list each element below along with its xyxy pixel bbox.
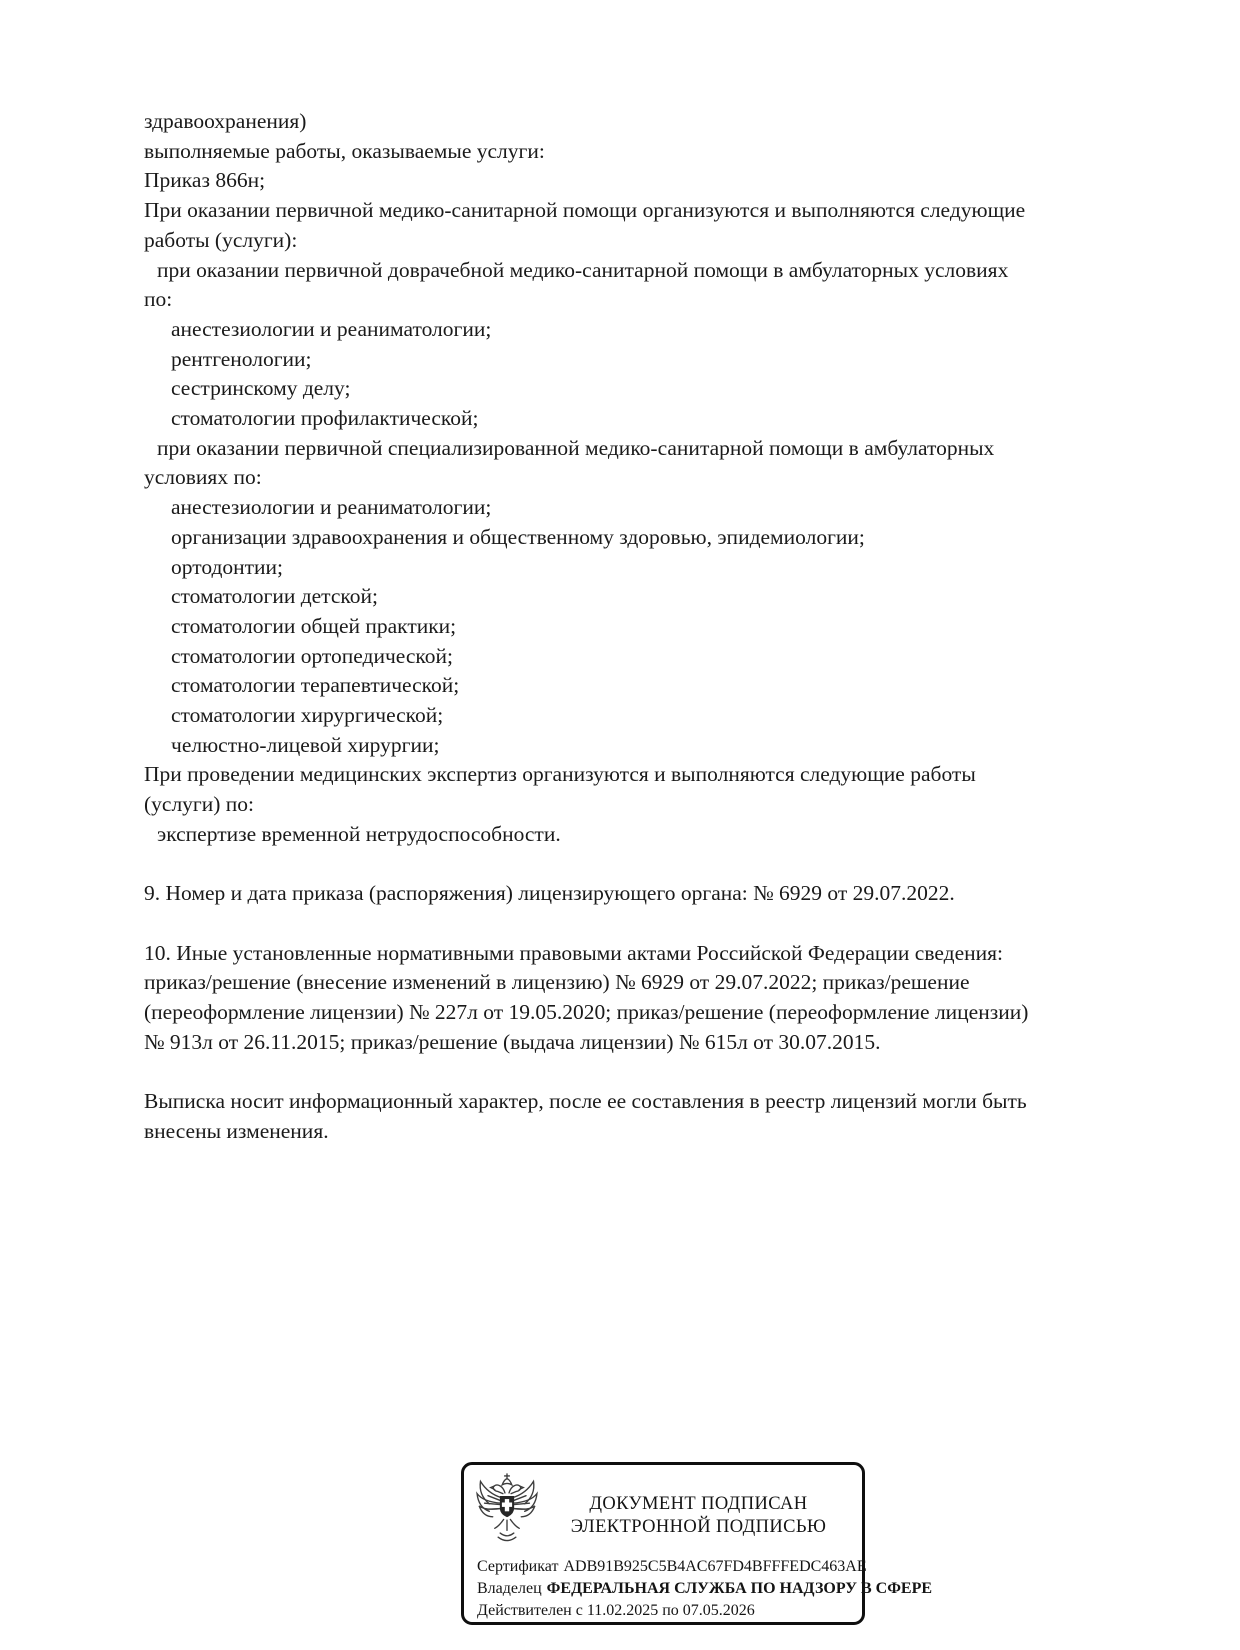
text-line: Выписка носит информационный характер, после ее составления в реестр лицензий могли быть <box>144 1089 1027 1114</box>
section-item-9 <box>144 879 1154 909</box>
text-line: При проведении медицинских экспертиз организуются и выполняются следующие работы <box>144 762 976 787</box>
signature-stamp-header <box>464 1465 862 1555</box>
text-line: № 913л от 26.11.2015; приказ/решение (выдача лицензии) № 615л от 30.07.2015. <box>144 1029 881 1054</box>
owner-line <box>477 1578 933 1600</box>
owner-label: Владелец <box>477 1580 542 1597</box>
document-body <box>144 107 1154 1147</box>
text-line: условиях по: <box>144 465 262 490</box>
text-line: стоматологии профилактической; <box>171 406 479 431</box>
certificate-label: Сертификат <box>477 1558 559 1575</box>
text-line: выполняемые работы, оказываемые услуги: <box>144 138 545 163</box>
text-line: рентгенологии; <box>171 346 312 371</box>
roszdravnadzor-eagle-icon <box>473 1473 541 1551</box>
text-line: по: <box>144 287 173 312</box>
text-line: стоматологии детской; <box>171 584 378 609</box>
owner-value: ФЕДЕРАЛЬНАЯ СЛУЖБА ПО НАДЗОРУ В С <box>546 1580 888 1597</box>
signature-stamp-title <box>541 1485 856 1539</box>
text-line: стоматологии ортопедической; <box>171 643 454 668</box>
validity-line: Действителен с 11.02.2025 по 07.05.2026 <box>477 1602 755 1619</box>
text-line: стоматологии терапевтической; <box>171 673 460 698</box>
text-line: Приказ 866н; <box>144 168 266 193</box>
owner-value-clipped: ФЕРЕ <box>887 1580 933 1597</box>
text-line: организации здравоохранения и общественному здоровью, эпидемиологии; <box>171 524 865 549</box>
section-disclaimer <box>144 1087 1154 1146</box>
certificate-value: ADB91B925C5B4AC67FD4BFFFEDC463AE <box>563 1558 867 1575</box>
text-line: экспертизе временной нетрудоспособности. <box>157 821 561 846</box>
text-line: работы (услуги): <box>144 227 298 252</box>
text-line: анестезиологии и реаниматологии; <box>171 495 492 520</box>
section-item-10 <box>144 939 1154 1058</box>
text-line: приказ/решение (внесение изменений в лицензию) № 6929 от 29.07.2022; приказ/решение <box>144 970 970 995</box>
text-line: стоматологии общей практики; <box>171 613 457 638</box>
signature-details <box>464 1555 933 1622</box>
text-line: здравоохранения) <box>144 109 307 133</box>
certificate-line <box>477 1556 867 1578</box>
text-line: стоматологии хирургической; <box>171 703 444 728</box>
text-line: сестринскому делу; <box>171 376 351 401</box>
text-line: челюстно-лицевой хирургии; <box>171 732 440 757</box>
text-line: при оказании первичной специализированной медико-санитарной помощи в амбулаторных <box>157 435 995 460</box>
signature-title-line2: ЭЛЕКТРОННОЙ ПОДПИСЬЮ <box>570 1517 827 1537</box>
section-works-services-list <box>144 107 1154 850</box>
text-line: 9. Номер и дата приказа (распоряжения) лицензирующего органа: № 6929 от 29.07.2022. <box>144 881 955 906</box>
electronic-signature-stamp <box>461 1462 933 1625</box>
text-line: (переоформление лицензии) № 227л от 19.05.2020; приказ/решение (переоформление лицензии) <box>144 1000 1029 1025</box>
text-line: ортодонтии; <box>171 554 284 579</box>
text-line: анестезиологии и реаниматологии; <box>171 316 492 341</box>
signature-title-line1: ДОКУМЕНТ ПОДПИСАН <box>589 1494 808 1514</box>
text-line: при оказании первичной доврачебной медико-санитарной помощи в амбулаторных условиях <box>157 257 1009 282</box>
text-line: внесены изменения. <box>144 1118 329 1143</box>
text-line: (услуги) по: <box>144 792 255 817</box>
text-line: При оказании первичной медико-санитарной помощи организуются и выполняются следующие <box>144 198 1026 223</box>
text-line: 10. Иные установленные нормативными правовыми актами Российской Федерации сведения: <box>144 940 1003 965</box>
